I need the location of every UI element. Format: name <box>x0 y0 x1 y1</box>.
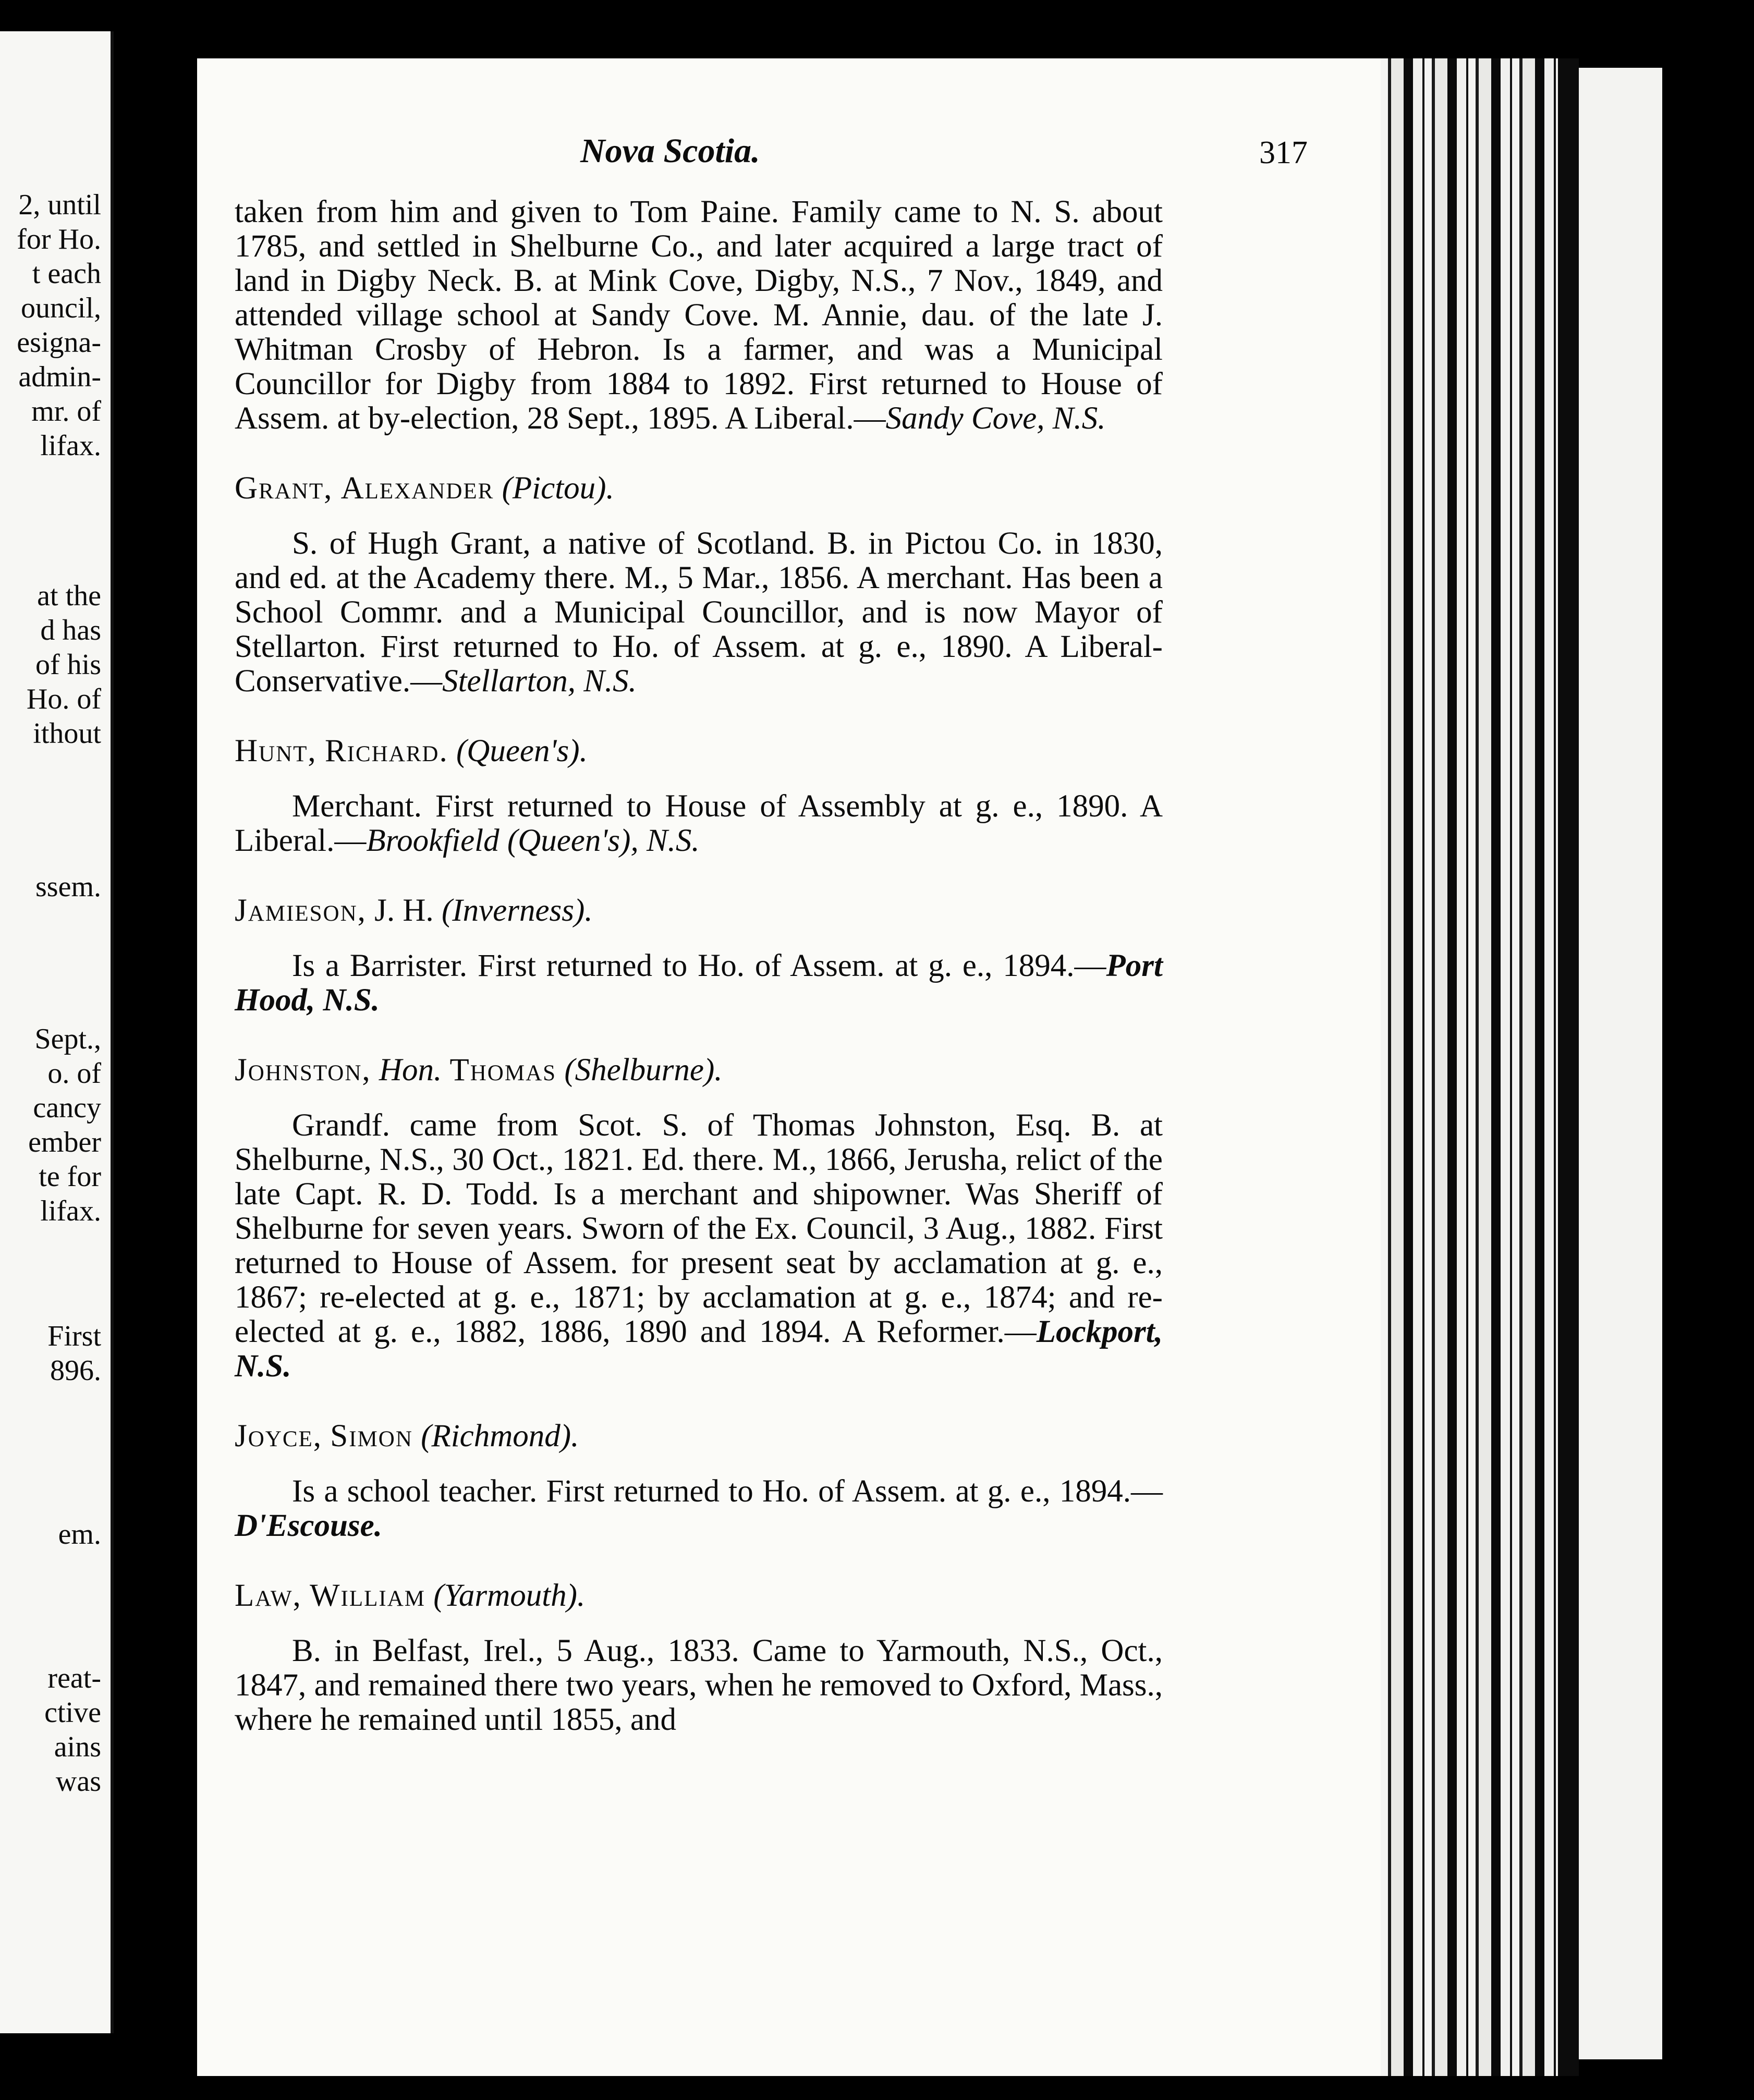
facing-page-text-fragment: ithout <box>33 717 101 750</box>
facing-page-text-fragment: of his <box>35 649 101 681</box>
entry-text: Grandf. came from Scot. S. of Thomas Johnston, Esq. B. at Shelburne, N.S., 30 Oct., 1821. Ed. there. M., 1866, Jerusha, relict of the late Capt. R. D. Todd. Is a merchant and shipowner. Was Sheriff of Shelburne for seven years. Sworn of the Ex. Council, 3 Aug., 1882. First returned to House of Assem. for present seat by acclamation at g. e., 1867; re-elected at g. e., 1871; by acclamation at g. e., 1874; and re-elected at g. e., 1882, 1886, 1890 and 1894. A Reformer.— <box>235 1108 1163 1349</box>
page-gutter-shadow <box>1558 58 1579 2076</box>
facing-page-text-fragment: esigna- <box>17 326 101 359</box>
entry-text: taken from him and given to Tom Paine. Family came to N. S. about 1785, and settled in Shelburne Co., and later acquired a large tract of land in Digby Neck. B. at Mink Cove, Digby, N.S., 7 Nov., 1849, and attended village school at Sandy Cove. M. Annie, dau. of the late J. Whitman Crosby of Hebron. Is a farmer, and was a Municipal Councillor for Digby from 1884 to 1892. First returned to House of Assem. at by-election, 28 Sept., 1895. A Liberal.— <box>235 194 1163 436</box>
entry-address: Lockport, N.S. <box>235 1314 1163 1384</box>
page-body <box>235 195 1163 1737</box>
facing-page-text-fragment: was <box>55 1765 101 1798</box>
facing-page-text-fragment: Ho. of <box>26 683 101 715</box>
page-number: 317 <box>1259 135 1308 170</box>
entry-text: Merchant. First returned to House of Assembly at g. e., 1890. A Liberal.— <box>235 789 1163 858</box>
entry-given-name: Richard. <box>324 734 448 768</box>
facing-page-text-fragment: ouncil, <box>21 292 101 324</box>
facing-page-text-fragment: Sept., <box>34 1023 101 1055</box>
page-fore-edge <box>1381 58 1558 2076</box>
entry-text: Is a school teacher. First returned to Ho. of Assem. at g. e., 1894.— <box>292 1474 1163 1509</box>
facing-page-text-fragment: cancy <box>33 1092 101 1124</box>
facing-page-left <box>0 31 114 2033</box>
entry-text: S. of Hugh Grant, a native of Scotland. B. in Pictou Co. in 1830, and ed. at the Academy there. M., 5 Mar., 1856. A merchant. Has been a School Commr. and a Municipal Councillor, and is now Mayor of Stellarton. First returned to Ho. of Assem. at g. e., 1890. A Liberal-Conservative.— <box>235 526 1163 699</box>
entry-heading <box>235 1579 1163 1613</box>
facing-page-text-fragment: d has <box>40 614 101 646</box>
facing-page-text-fragment: ctive <box>44 1696 101 1729</box>
facing-page-text-fragment: lifax. <box>40 430 101 462</box>
facing-page-text-fragment: 2, until <box>18 189 101 221</box>
facing-page-text-fragment: mr. of <box>31 395 101 428</box>
entry-given-name: J. H. <box>374 893 434 928</box>
entry-heading <box>235 471 1163 506</box>
entry-surname: Joyce, <box>235 1419 323 1454</box>
entry-surname: Law, <box>235 1578 302 1613</box>
entry-heading <box>235 894 1163 928</box>
entry-constituency: (Queen's). <box>456 734 588 768</box>
entry-surname: Hunt, <box>235 734 317 768</box>
entry-address: Port Hood, N.S. <box>235 948 1163 1018</box>
facing-page-text-fragment: t each <box>32 258 101 290</box>
entry-biography <box>235 1108 1163 1384</box>
facing-page-text-fragment: at the <box>37 580 101 612</box>
entry-constituency: (Yarmouth). <box>433 1578 586 1613</box>
entry-address: Sandy Cove, N.S. <box>885 401 1106 436</box>
entry-given-name: Simon <box>330 1419 413 1454</box>
entry-constituency: (Pictou). <box>502 471 614 506</box>
entry-surname: Johnston, <box>235 1053 371 1088</box>
entry-biography <box>235 1634 1163 1737</box>
facing-page-text-fragment: ains <box>54 1731 101 1763</box>
facing-page-text-fragment: ssem. <box>35 871 101 903</box>
entry-biography <box>235 1474 1163 1543</box>
facing-page-text-fragment: reat- <box>47 1662 101 1694</box>
facing-page-text-fragment: for Ho. <box>17 223 101 255</box>
entry-honorific: Hon. <box>379 1053 442 1088</box>
entry-continuation <box>235 195 1163 436</box>
entry-surname: Jamieson, <box>235 893 367 928</box>
entry-address: Brookfield (Queen's), N.S. <box>366 823 700 858</box>
next-page-edge <box>1579 68 1662 2059</box>
facing-page-text-fragment: o. of <box>47 1057 101 1090</box>
facing-page-text-fragment: admin- <box>18 361 101 393</box>
facing-page-text-fragment: te for <box>39 1161 101 1193</box>
facing-page-text-fragment: First <box>47 1320 101 1352</box>
facing-page-text-fragment: lifax. <box>40 1195 101 1227</box>
entry-surname: Grant, <box>235 471 333 506</box>
entry-biography <box>235 527 1163 699</box>
entry-biography <box>235 789 1163 858</box>
book-page <box>197 58 1381 2076</box>
entry-constituency: (Richmond). <box>421 1419 579 1454</box>
entry-given-name: William <box>309 1578 426 1613</box>
entry-heading <box>235 1419 1163 1454</box>
page-header <box>197 131 1381 184</box>
entry-given-name: Thomas <box>449 1053 557 1088</box>
entry-constituency: (Shelburne). <box>564 1053 723 1088</box>
entry-text: B. in Belfast, Irel., 5 Aug., 1833. Came to Yarmouth, N.S., Oct., 1847, and remained there two years, when he removed to Oxford, Mass., where he remained until 1855, and <box>235 1633 1163 1737</box>
entry-given-name: Alexander <box>340 471 494 506</box>
entry-constituency: (Inverness). <box>441 893 593 928</box>
entry-biography <box>235 949 1163 1018</box>
entry-address: D'Escouse. <box>235 1508 382 1543</box>
facing-page-text-fragment: ember <box>28 1126 101 1158</box>
entry-heading <box>235 734 1163 768</box>
running-title: Nova Scotia. <box>580 132 760 170</box>
entry-heading <box>235 1053 1163 1088</box>
entry-text: Is a Barrister. First returned to Ho. of Assem. at g. e., 1894.— <box>292 948 1106 983</box>
facing-page-text-fragment: em. <box>58 1518 101 1550</box>
facing-page-text-fragment: 896. <box>50 1354 101 1387</box>
entry-address: Stellarton, N.S. <box>442 664 637 699</box>
